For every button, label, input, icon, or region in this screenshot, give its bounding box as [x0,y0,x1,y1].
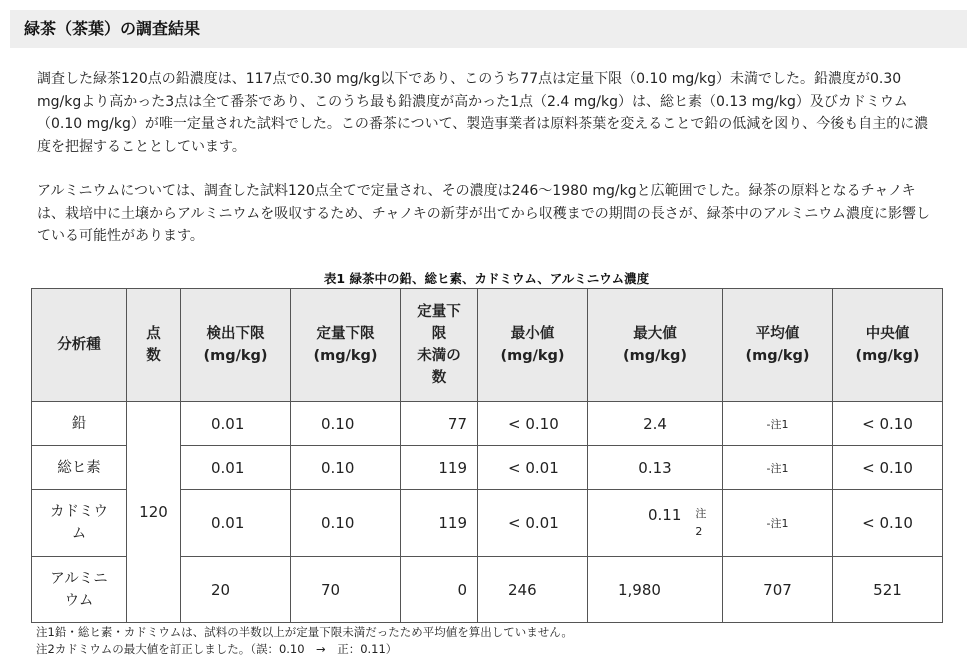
cell-loq: 70 [291,557,401,623]
cell-mean: -注1 [723,402,833,446]
table-header-row [32,289,943,402]
footnotes [36,624,573,658]
header-mean: 平均値 (mg/kg) [723,289,833,402]
cell-max: 0.13 [588,446,723,490]
cell-analyte: カドミウ ム [32,490,127,557]
cell-max: 0.11 注 2 [588,490,723,557]
header-lod: 検出下限 (mg/kg) [181,289,291,402]
cell-max: 1,980 [588,557,723,623]
section-header [10,10,967,48]
header-min: 最小値 (mg/kg) [478,289,588,402]
cell-lod: 0.01 [181,446,291,490]
footnote-1: 注1鉛・総ヒ素・カドミウムは、試料の半数以上が定量下限未満だったため平均値を算出していません。 [36,625,573,639]
cell-mean: 707 [723,557,833,623]
cell-below-loq: 0 [401,557,478,623]
cell-min: < 0.01 [478,446,588,490]
cell-count: 120 [127,402,181,623]
results-table [31,288,943,623]
cell-min: < 0.10 [478,402,588,446]
header-median: 中央値 (mg/kg) [833,289,943,402]
cell-mean: -注1 [723,490,833,557]
cell-max: 2.4 [588,402,723,446]
cell-lod: 0.01 [181,490,291,557]
header-max: 最大値 (mg/kg) [588,289,723,402]
header-loq: 定量下限 (mg/kg) [291,289,401,402]
cell-min: < 0.01 [478,490,588,557]
cell-median: < 0.10 [833,490,943,557]
footnote-2: 注2カドミウムの最大値を訂正しました。（誤：0.10 → 正：0.11） [36,642,398,656]
cell-mean: -注1 [723,446,833,490]
table-row [32,402,943,446]
cell-loq: 0.10 [291,446,401,490]
footnote-marker: 注 2 [695,507,707,538]
cell-analyte: 総ヒ素 [32,446,127,490]
header-below-loq: 定量下 限 未満の 数 [401,289,478,402]
cell-below-loq: 119 [401,490,478,557]
cell-analyte: アルミニ ウム [32,557,127,623]
page-title: 緑茶（茶葉）の調査結果 [24,19,201,38]
cell-loq: 0.10 [291,490,401,557]
paragraph-aluminum: アルミニウムについては、調査した試料120点全てで定量され、その濃度は246～1980 mg/kgと広範囲でした。緑茶の原料となるチャノキは、栽培中に土壌からアルミニウムを吸収するため、チャノキの新芽が出てから収穫までの期間の長さが、緑茶中のアルミニウム濃度に影響している可能性があります。 [37,183,931,244]
cell-lod: 0.01 [181,402,291,446]
cell-loq: 0.10 [291,402,401,446]
cell-min: 246 [478,557,588,623]
paragraph-lead: 調査した緑茶120点の鉛濃度は、117点で0.30 mg/kg以下であり、このうち77点は定量下限（0.10 mg/kg）未満でした。鉛濃度が0.30 mg/kgより高かった3点は全て番茶であり、このうち最も鉛濃度が高かった1点（2.4 mg/kg）は、総ヒ素（0.13 mg/kg）及びカドミウム（0.10 mg/kg）が唯一定量された試料でした。この番茶について、製造事業者は原料茶葉を変えることで鉛の低減を図り、今後も自主的に濃度を把握することとしています。 [37,71,929,155]
cell-median: 521 [833,557,943,623]
cell-median: < 0.10 [833,446,943,490]
cell-below-loq: 77 [401,402,478,446]
cell-median: < 0.10 [833,402,943,446]
header-analyte: 分析種 [32,289,127,402]
cell-below-loq: 119 [401,446,478,490]
cell-analyte: 鉛 [32,402,127,446]
table-caption: 表1 緑茶中の鉛、総ヒ素、カドミウム、アルミニウム濃度 [323,271,650,286]
header-count: 点 数 [127,289,181,402]
cell-lod: 20 [181,557,291,623]
